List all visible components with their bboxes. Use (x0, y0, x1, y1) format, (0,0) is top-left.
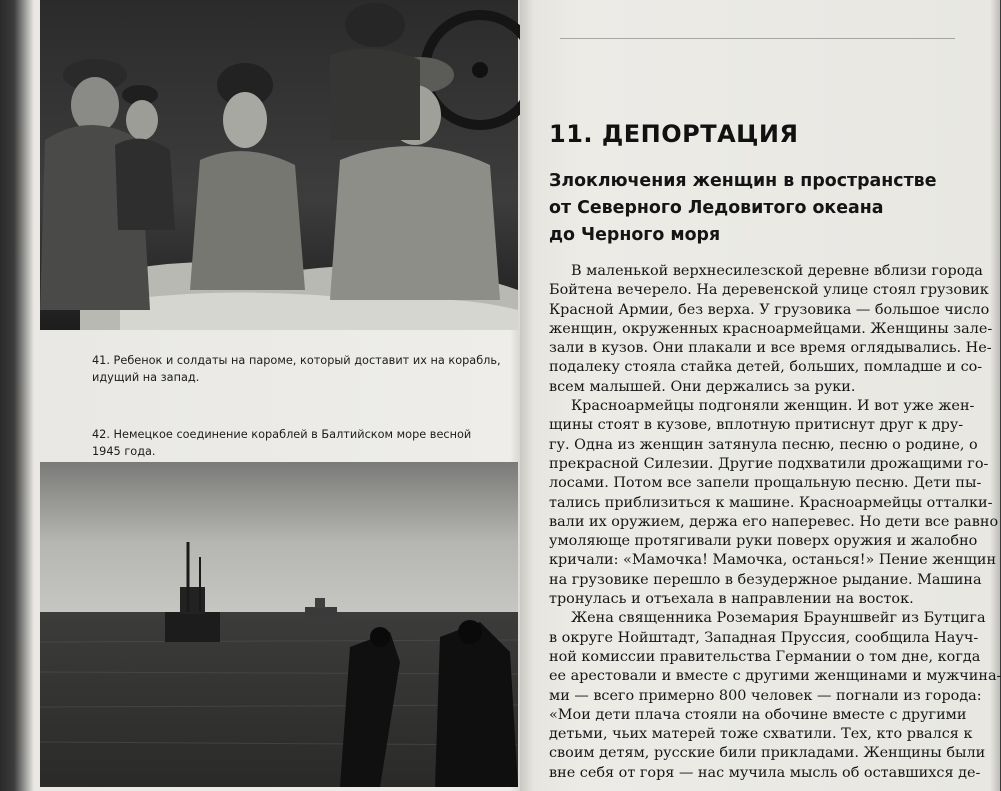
body-text-line: прекрасной Силезии. Другие подхватили дрожащими го- (549, 455, 989, 472)
subtitle-line: Злоключения женщин в пространстве (549, 171, 937, 191)
photo-ships-baltic (40, 462, 518, 787)
body-text-line: в округе Нойштадт, Западная Пруссия, сообщила Науч- (549, 629, 979, 646)
subtitle-line: до Черного моря (549, 225, 721, 245)
body-text-line: ми — всего примерно 800 человек — погнали из города: (549, 687, 982, 704)
chapter-title: 11. ДЕПОРТАЦИЯ (549, 120, 799, 148)
photo-soldiers-ferry (40, 0, 518, 330)
body-text-line: лосами. Потом все запели прощальную песню. Дети пы- (549, 475, 982, 492)
body-text-line: своим детям, русские били прикладами. Женщины были (549, 745, 986, 762)
show-through-running-header (560, 38, 955, 39)
body-text-line: щины стоят в кузове, вплотную притиснут друг к дру- (549, 417, 964, 434)
body-text-line: Бойтена вечерело. На деревенской улице стоял грузовик (549, 282, 989, 299)
body-text-line: вали их оружием, держа его наперевес. Но дети все равно (549, 513, 999, 530)
body-text-line: Красной Армии, без верха. У грузовика — большое число (549, 301, 990, 318)
body-text-line: кричали: «Мамочка! Мамочка, останься!» Пение женщин (549, 552, 997, 569)
body-text-line: женщин, окруженных красноармейцами. Женщины зале- (549, 320, 993, 337)
body-text-line: подалеку стояла стайка детей, больших, помладше и со- (549, 359, 983, 376)
subtitle-line: от Северного Ледовитого океана (549, 198, 884, 218)
body-text-line: зали в кузов. Они плакали и все время оглядывались. Не- (549, 340, 992, 357)
photo-caption-41: 41. Ребенок и солдаты на пароме, который доставит их на корабль, идущий на запад. (92, 354, 501, 384)
body-text-line: на грузовике перешло в безудержное рыдание. Машина (549, 571, 982, 588)
body-text-line: тронулась и отъехала в направлении на восток. (549, 591, 914, 608)
body-text-line: Жена священника Роземария Брауншвейг из Бутцига (571, 610, 986, 627)
body-text-line: тались приблизиться к машине. Красноармейцы отталки- (549, 494, 993, 511)
body-text-line: вне себя от горя — нас мучила мысль об оставшихся де- (549, 764, 981, 781)
body-text-line: ее арестовали и вместе с другими женщинами и мужчина- (549, 668, 1001, 685)
body-text-line: Красноармейцы подгоняли женщин. И вот уже жен- (571, 398, 975, 415)
photo-caption-42: 42. Немецкое соединение кораблей в Балтийском море весной 1945 года. (92, 428, 472, 458)
body-text-line: всем малышей. Они держались за руки. (549, 378, 856, 395)
body-text-line: детьми, чьих матерей тоже схватили. Тех, кто рвался к (549, 726, 973, 743)
body-text-line: ной комиссии правительства Германии о том дне, когда (549, 648, 981, 665)
chapter-subtitle (549, 168, 949, 249)
photo-ships-baltic-image (40, 462, 518, 787)
body-text (549, 262, 1001, 783)
body-text-line: В маленькой верхнесилезской деревне вблизи города (571, 263, 983, 279)
photo-soldiers-ferry-image (40, 0, 518, 330)
body-text-line: «Мои дети плача стояли на обочине вместе с другими (549, 706, 967, 723)
body-text-line: гу. Одна из женщин затянула песню, песню о родине, о (549, 436, 978, 453)
body-text-line: умоляюще протягивали руки поверх оружия и жалобно (549, 533, 978, 550)
